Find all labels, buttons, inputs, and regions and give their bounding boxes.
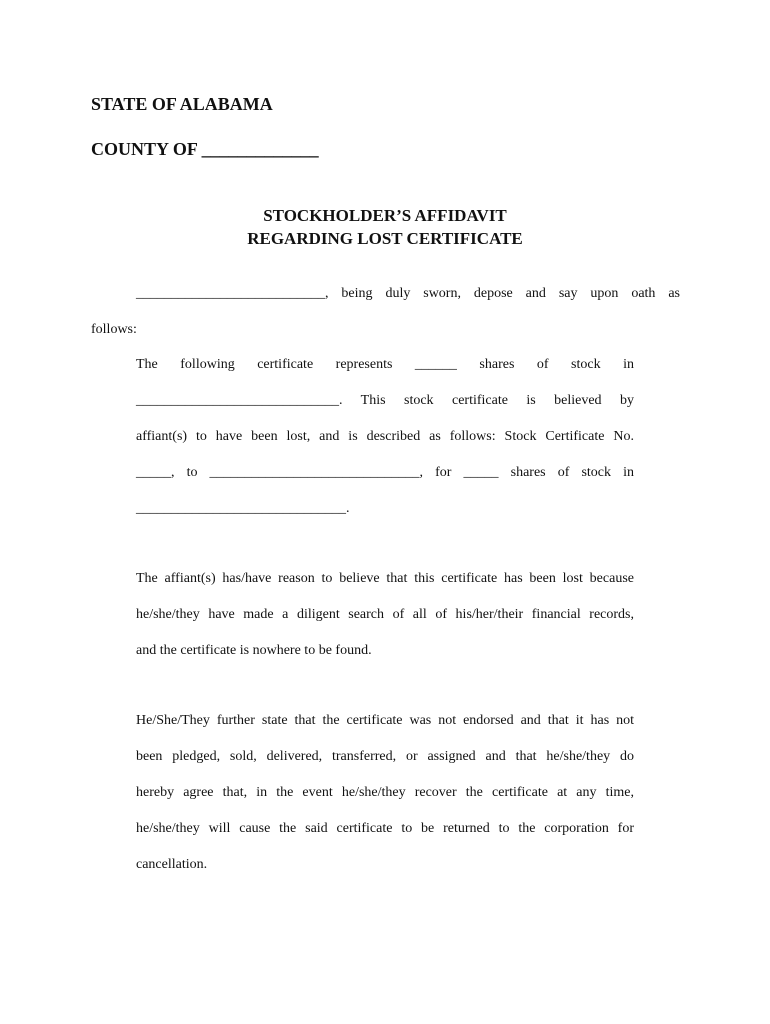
paragraph-2-line-1: The affiant(s) has/have reason to believe that this certificate has been lost because xyxy=(136,571,634,586)
paragraph-1-line-4: _____, to ______________________________, for _____ shares of stock in xyxy=(136,465,634,480)
paragraph-3-line-5: cancellation. xyxy=(136,857,208,872)
paragraph-1-line-2: _____________________________. This stock certificate is believed by xyxy=(136,393,634,408)
intro-line-1: ___________________________, being duly sworn, depose and say upon oath as xyxy=(136,286,680,301)
paragraph-3-line-2: been pledged, sold, delivered, transferred, or assigned and that he/she/they do xyxy=(136,749,634,764)
paragraph-2-line-2: he/she/they have made a diligent search of all of his/her/their financial records, xyxy=(136,607,634,622)
paragraph-3-line-1: He/She/They further state that the certificate was not endorsed and that it has not xyxy=(136,713,634,728)
state-heading: STATE OF ALABAMA xyxy=(91,94,273,114)
paragraph-1-line-5: ______________________________. xyxy=(136,501,350,516)
paragraph-1-line-1: The following certificate represents ______ shares of stock in xyxy=(136,357,634,372)
paragraph-3-line-3: hereby agree that, in the event he/she/they recover the certificate at any time, xyxy=(136,785,634,800)
paragraph-3-line-4: he/she/they will cause the said certificate to be returned to the corporation for xyxy=(136,821,634,836)
paragraph-1-line-3: affiant(s) to have been lost, and is described as follows: Stock Certificate No. xyxy=(136,429,634,444)
paragraph-2-line-3: and the certificate is nowhere to be found. xyxy=(136,643,372,658)
document-title-line-1: STOCKHOLDER’S AFFIDAVIT xyxy=(263,206,507,225)
document-title-line-2: REGARDING LOST CERTIFICATE xyxy=(247,229,523,248)
intro-line-2: follows: xyxy=(91,322,137,337)
county-heading: COUNTY OF _____________ xyxy=(91,139,319,159)
